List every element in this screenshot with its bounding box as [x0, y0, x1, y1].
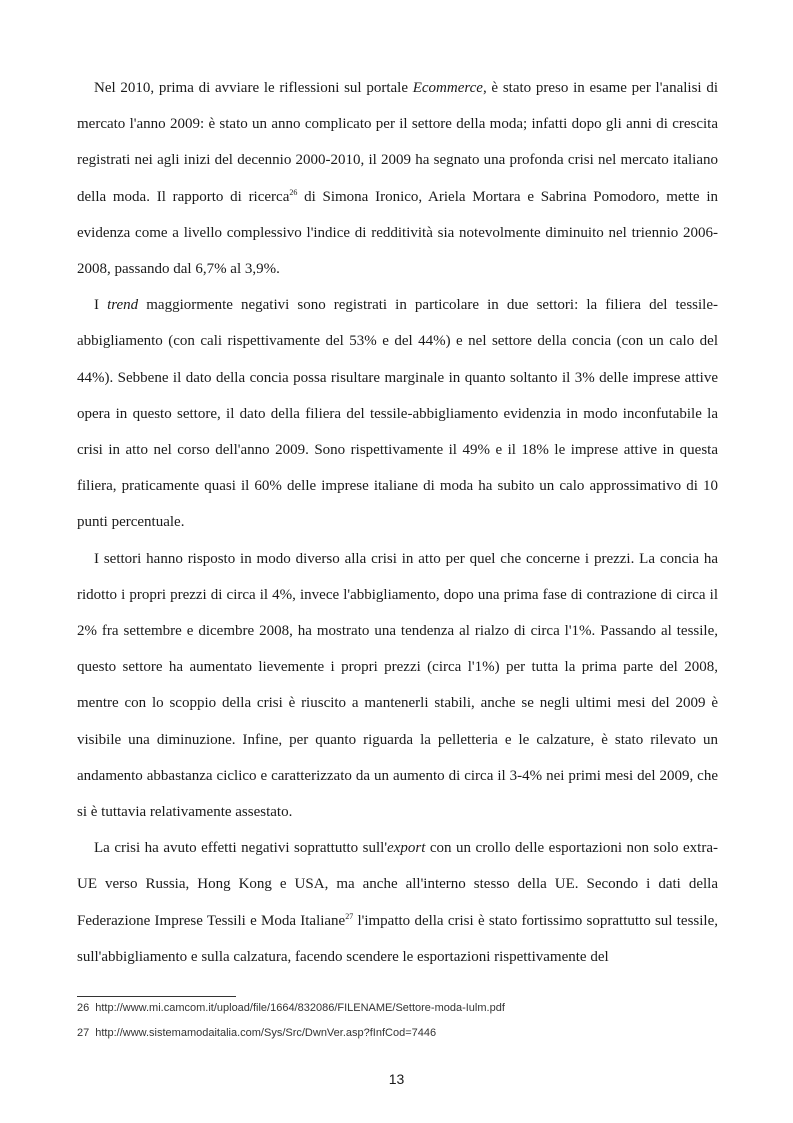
paragraph-3-text: I settori hanno risposto in modo diverso alla crisi in atto per quel che concerne i prezzi. La concia ha ridotto i propri prezzi di circa il 4%, invece l'abbigliamento, dopo una prima fase di contrazione di circa il 2% fra settembre e dicembre 2008, ha mostrato una tendenza al rialzo di circa l'1%. Passando al tessile, questo settore ha aumentato lievemente i propri prezzi (circa l'1%) per tutta la prima parte del 2008, mentre con lo scoppio della crisi è riuscito a mantenerli stabili, anche se negli ultimi mesi del 2009 è visibile una diminuzione. Infine, per quanto riguarda la pelletteria e le calzature, è stato rilevato un andamento abbastanza ciclico e caratterizzato da un aumento di circa il 3-4% nei primi mesi del 2009, che si è tuttavia relativamente assestato. — [77, 550, 718, 821]
footnote-link[interactable]: http://www.sistemamodaitalia.com/Sys/Src/DwnVer.asp?fInfCod=7446 — [95, 1027, 437, 1039]
paragraph-2-text-cont: maggiormente negativi sono registrati in particolare in due settori: la filiera del tessile-abbigliamento (con cali rispettivamente del 53% e del 44%) e nel settore della concia (con un calo del 44%). Sebbene il dato della concia possa risultare marginale in quanto soltanto il 3% delle imprese attive opera in questo settore, il dato della filiera del tessile-abbigliamento evidenzia in modo inconfutabile la crisi in atto nel corso dell'anno 2009. Sono rispettivamente il 49% e il 18% le imprese attive in questa filiera, praticamente quasi il 60% delle imprese italiane di moda ha subito un calo approssimativo di 10 punti percentuale. — [77, 297, 718, 531]
footnote-number: 26 — [77, 1002, 90, 1014]
paragraph-4-text-end: l'impatto della crisi è stato fortissimo soprattutto sul tessile, sull'abbigliamento e sulla calzatura, facendo scendere le esportazioni rispettivamente del — [77, 912, 718, 965]
paragraph-3 — [77, 541, 718, 831]
footnote-ref-27[interactable]: 27 — [345, 911, 354, 921]
emphasis-trend: trend — [107, 297, 139, 314]
emphasis-ecommerce: Ecommerce — [412, 80, 483, 96]
footnote-link[interactable]: http://www.mi.camcom.it/upload/file/1664/832086/FILENAME/Settore-moda-Iulm.pdf — [95, 1002, 505, 1014]
footnote-26 — [77, 1001, 718, 1015]
paragraph-2 — [77, 287, 718, 540]
body-text — [77, 70, 718, 975]
footnote-27 — [77, 1026, 718, 1040]
paragraph-1-text-end: di Simona Ironico, Ariela Mortara e Sabrina Pomodoro, mette in evidenza come a livello complessivo l'indice di redditività sia notevolmente diminuito nel triennio 2006-2008, passando dal 6,7% al 3,9%. — [77, 188, 718, 278]
footnotes — [77, 1001, 718, 1040]
paragraph-4 — [77, 830, 718, 975]
paragraph-4-text-cont: con un crollo delle esportazioni non solo extra-UE verso Russia, Hong Kong e USA, ma anche all'interno stesso della UE. Secondo i dati della Federazione Imprese Tessili e Moda Italiane — [77, 840, 718, 929]
paragraph-1-text: Nel 2010, prima di avviare le riflessioni sul portale — [94, 80, 413, 96]
paragraph-4-text: La crisi ha avuto effetti negativi soprattutto sull' — [94, 840, 388, 857]
paragraph-1-text-cont: , è stato preso in esame per l'analisi di mercato l'anno 2009: è stato un anno complicato per il settore della moda; infatti dopo gli anni di crescita registrati nei agli inizi del decennio 2000-2010, il 2009 ha segnato una profonda crisi nel mercato italiano della moda. Il rapporto di ricerca — [77, 80, 718, 205]
page-number: 13 — [388, 1071, 405, 1087]
footnote-ref-26[interactable]: 26 — [289, 187, 298, 197]
footnote-separator — [77, 996, 236, 997]
paragraph-1 — [77, 70, 718, 287]
footnote-number: 27 — [77, 1027, 90, 1039]
paragraph-2-text: I — [94, 297, 108, 314]
emphasis-export: export — [387, 840, 426, 857]
